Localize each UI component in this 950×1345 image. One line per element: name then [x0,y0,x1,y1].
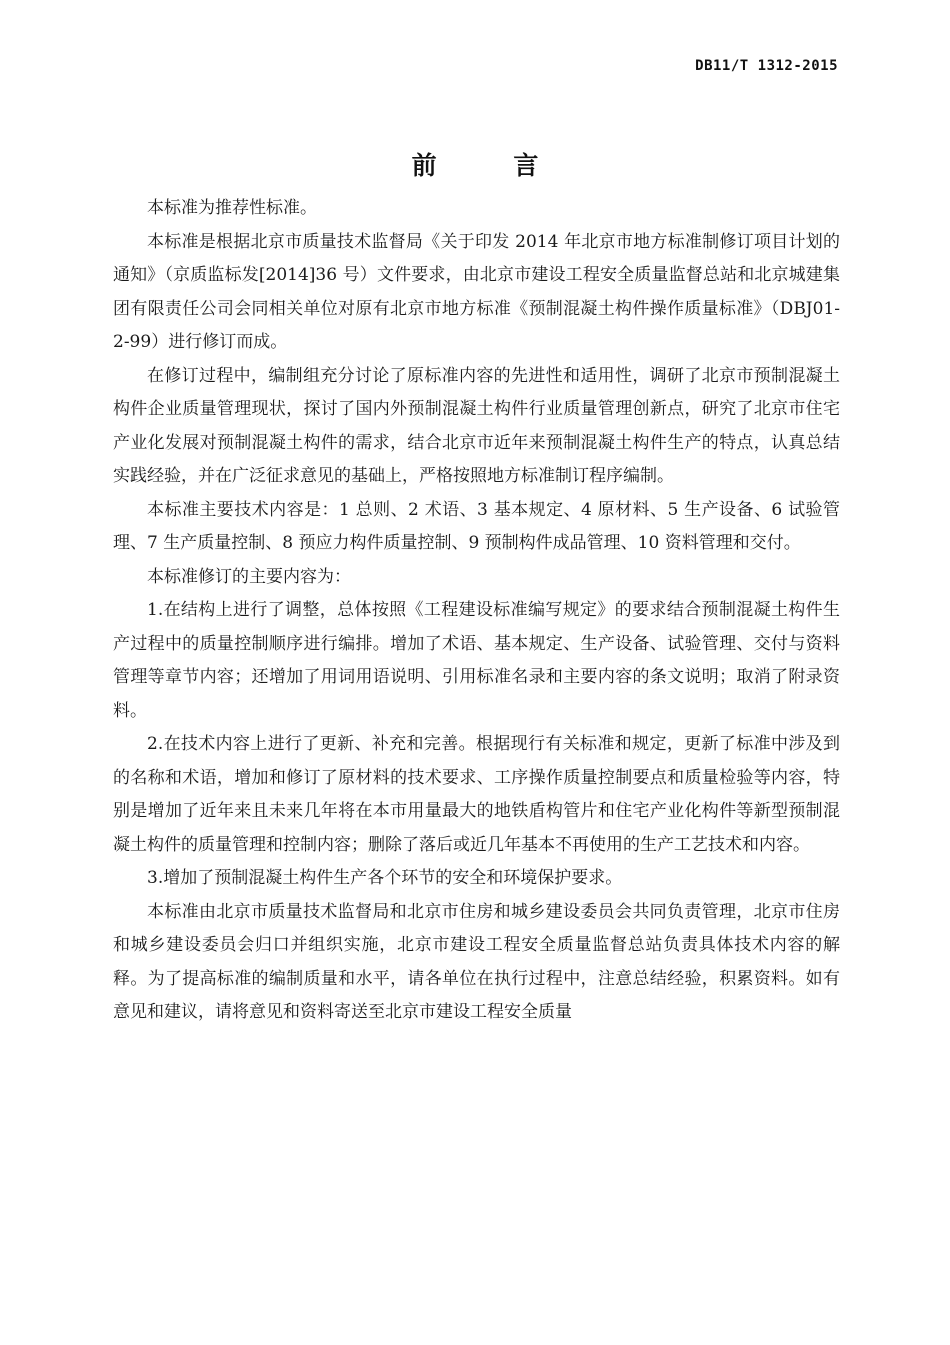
paragraph-1: 本标准为推荐性标准。 [147,198,317,218]
paragraph-2: 本标准是根据北京市质量技术监督局《关于印发 2014 年北京市地方标准制修订项目计划的通知》（京质监标发[2014]36 号）文件要求，由北京市建设工程安全质量监督总站和北京城建集团有限责任公司会同相关单位对原有北京市地方标准《预制混凝土构件操作质量标准》（DBJ01-2-99）进行修订而成。 [113,231,840,352]
document-body [113,192,840,1030]
page-title: 前 言 [411,151,573,180]
paragraph-7: 2.在技术内容上进行了更新、补充和完善。根据现行有关标准和规定，更新了标准中涉及到的名称和术语，增加和修订了原材料的技术要求、工序操作质量控制要点和质量检验等内容，特别是增加了近年来且未来几年将在本市用量最大的地铁盾构管片和住宅产业化构件等新型预制混凝土构件的质量管理和控制内容；删除了落后或近几年基本不再使用的生产工艺技术和内容。 [113,734,840,855]
paragraph-9: 本标准由北京市质量技术监督局和北京市住房和城乡建设委员会共同负责管理，北京市住房和城乡建设委员会归口并组织实施，北京市建设工程安全质量监督总站负责具体技术内容的解释。为了提高标准的编制质量和水平，请各单位在执行过程中，注意总结经验，积累资料。如有意见和建议，请将意见和资料寄送至北京市建设工程安全质量 [113,901,840,1022]
paragraph-5: 本标准修订的主要内容为： [147,566,351,587]
paragraph-4: 本标准主要技术内容是：1 总则、2 术语、3 基本规定、4 原材料、5 生产设备、6 试验管理、7 生产质量控制、8 预应力构件质量控制、9 预制构件成品管理、10 资料管理和交付。 [113,499,840,553]
paragraph-8: 3.增加了预制混凝土构件生产各个环节的安全和环境保护要求。 [147,868,623,888]
standard-code: DB11/T 1312-2015 [695,58,838,74]
paragraph-3: 在修订过程中，编制组充分讨论了原标准内容的先进性和适用性，调研了北京市预制混凝土构件企业质量管理现状，探讨了国内外预制混凝土构件行业质量管理创新点，研究了北京市住宅产业化发展对预制混凝土构件的需求，结合北京市近年来预制混凝土构件生产的特点，认真总结实践经验，并在广泛征求意见的基础上，严格按照地方标准制订程序编制。 [113,365,840,486]
paragraph-6: 1.在结构上进行了调整，总体按照《工程建设标准编写规定》的要求结合预制混凝土构件生产过程中的质量控制顺序进行编排。增加了术语、基本规定、生产设备、试验管理、交付与资料管理等章节内容；还增加了用词用语说明、引用标准名录和主要内容的条文说明；取消了附录资料。 [113,600,840,721]
